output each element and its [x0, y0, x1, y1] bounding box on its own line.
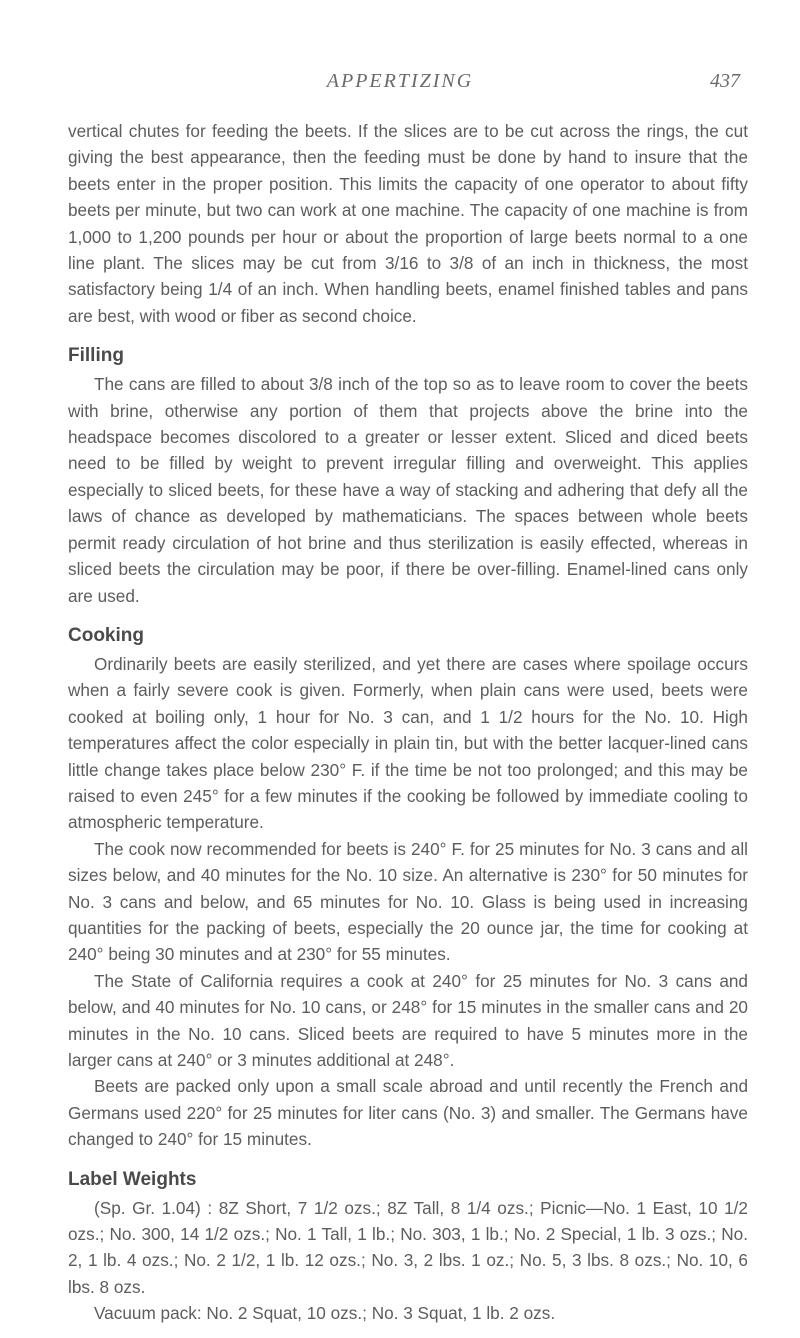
running-title: APPERTIZING [326, 70, 474, 92]
paragraph-weights-1: (Sp. Gr. 1.04) : 8Z Short, 7 1/2 ozs.; 8Z Tall, 8 1/4 ozs.; Picnic—No. 1 East, 10 1/2 ozs.; No. 300, 14 1/2 ozs.; No. 1 Tall, 1 lb.; No. 303, 1 lb.; No. 2 Special, 1 lb. 3 ozs.; No. 2, 1 lb. 4 ozs.; No. 2 1/2, 1 lb. 12 ozs.; No. 3, 2 lbs. 1 oz.; No. 5, 3 lbs. 8 ozs.; No. 10, 6 lbs. 8 ozs. [68, 1197, 748, 1297]
running-head [0, 70, 800, 100]
paragraph-weights-2: Vacuum pack: No. 2 Squat, 10 ozs.; No. 3 Squat, 1 lb. 2 ozs. [94, 1303, 556, 1324]
label-weights-heading: Label Weights [68, 1168, 197, 1190]
paragraph-filling: The cans are filled to about 3/8 inch of the top so as to leave room to cover the beets with brine, otherwise any portion of them that projects above the brine into the headspace becomes discolored to a greater or lesser extent. Sliced and diced beets need to be filled by weight to prevent irregular filling and overweight. This applies especially to sliced beets, for these have a way of stacking and adhering that defy all the laws of chance as developed by mathematicians. The spaces between whole beets permit ready circulation of hot brine and thus sterilization is easily effected, whereas in sliced beets the circulation may be poor, if there be over-filling. Enamel-lined cans only are used. [68, 374, 748, 606]
paragraph-cooking-4: Beets are packed only upon a small scale abroad and until recently the French and Germans used 220° for 25 minutes for liter cans (No. 3) and smaller. The Germans have changed to 240° for 15 minutes. [68, 1076, 748, 1150]
paragraph-intro: vertical chutes for feeding the beets. If the slices are to be cut across the rings, the cut giving the best appearance, then the feeding must be done by hand to insure that the beets enter in the proper position. This limits the capacity of one operator to about fifty beets per minute, but two can work at one machine. The capacity of one machine is from 1,000 to 1,200 pounds per hour or about the proportion of large beets normal to a one line plant. The slices may be cut from 3/16 to 3/8 of an inch in thickness, the most satisfactory being 1/4 of an inch. When handling beets, enamel finished tables and pans are best, with wood or fiber as second choice. [68, 121, 748, 326]
paragraph-cooking-1: Ordinarily beets are easily sterilized, and yet there are cases where spoilage occurs when a fairly severe cook is given. Formerly, when plain cans were used, beets were cooked at boiling only, 1 hour for No. 3 can, and 1 1/2 hours for the No. 10. High temperatures affect the color especially in plain tin, but with the better lacquer-lined cans little change takes place below 230° F. if the time be not too prolonged; and this may be raised to even 245° for a few minutes if the cooking be followed by immediate cooling to atmospheric temperature. [68, 653, 748, 833]
paragraph-cooking-3: The State of California requires a cook at 240° for 25 minutes for No. 3 cans and below, and 40 minutes for No. 10 cans, or 248° for 15 minutes in the smaller cans and 20 minutes in the No. 10 cans. Sliced beets are required to have 5 minutes more in the larger cans at 240° or 3 minutes additional at 248°. [68, 970, 748, 1070]
body-text [68, 118, 748, 1327]
paragraph-cooking-2: The cook now recommended for beets is 240° F. for 25 minutes for No. 3 cans and all sizes below, and 40 minutes for the No. 10 size. An alternative is 230° for 50 minutes for No. 3 cans and below, and 65 minutes for No. 10. Glass is being used in increasing quantities for the packing of beets, especially the 20 ounce jar, the time for cooking at 240° being 30 minutes and at 230° for 55 minutes. [68, 838, 748, 965]
page-number: 437 [710, 70, 740, 92]
cooking-heading: Cooking [68, 624, 144, 646]
filling-heading: Filling [68, 345, 124, 367]
